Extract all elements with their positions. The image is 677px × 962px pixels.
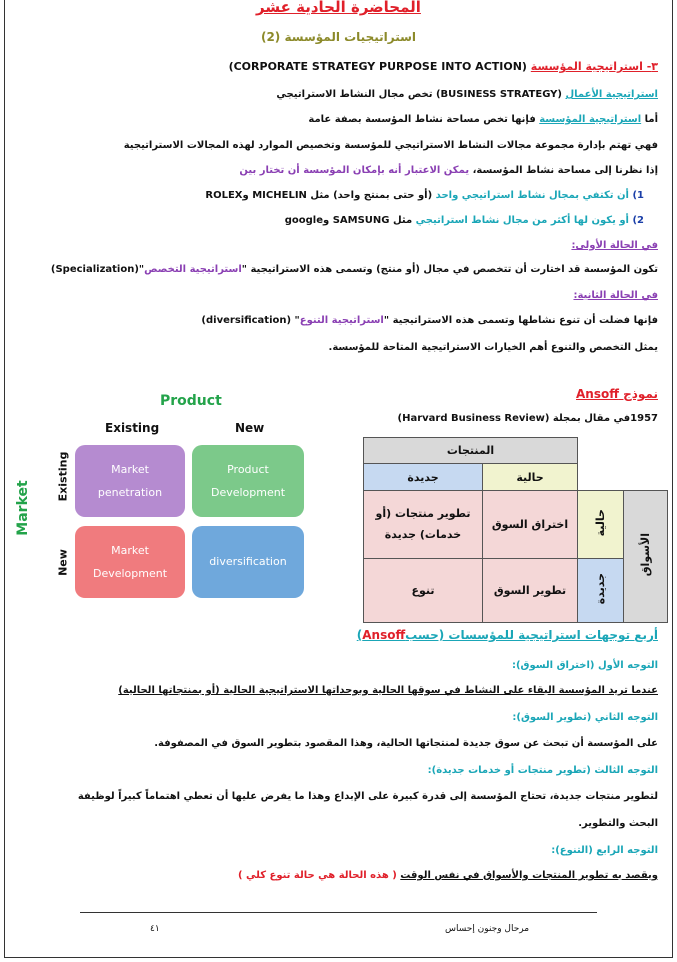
markets-header: الأسواق xyxy=(623,491,667,623)
row-existing-label: Existing xyxy=(56,451,70,502)
cell-market-development: Market Development xyxy=(75,526,185,598)
orientation-3-text: لتطوير منتجات جديدة، تحتاج المؤسسة إلى قدرة كبيرة على الإبداع وهذا ما يفرض عليها أن تعطي اهتماماً كبيراً لوظيفة xyxy=(77,791,658,802)
corporate-strategy-line: أما استراتيجية المؤسسة فإنها تخص مساحة نشاط المؤسسة بصفة عامة xyxy=(308,114,658,125)
orientation-4-text: ويقصد به تطوير المنتجات والأسواق في نفس الوقت ( هذه الحالة هي حالة تنوع كلي ) xyxy=(237,870,658,881)
orientation-2-text: على المؤسسة أن تبحث عن سوق جديدة لمنتجاتها الحالية، وهذا المقصود بتطوير السوق في المصفوفة. xyxy=(154,738,658,749)
row-current: حالية xyxy=(578,491,624,559)
orientation-4-title: التوجه الرابع (التنوع): xyxy=(551,845,658,856)
row-new-label: New xyxy=(56,549,70,576)
cell-market-dev-ar: تطوير السوق xyxy=(483,559,578,623)
section-heading: ٣- استراتيجية المؤسسة (CORPORATE STRATEGY PURPOSE INTO ACTION) xyxy=(228,60,658,73)
col-current: حالية xyxy=(483,464,578,491)
summary-line: يمثل التخصص والتنوع أهم الخيارات الاستراتيجية المتاحة للمؤسسة. xyxy=(328,342,658,353)
orientation-1-title: التوجه الأول (اختراق السوق): xyxy=(511,660,658,671)
orientation-3-text-cont: البحث والتطوير. xyxy=(578,818,658,829)
business-strategy-line: استراتيجية الأعمال (BUSINESS STRATEGY) تخص مجال النشاط الاستراتيجي xyxy=(276,89,658,100)
page-number: ٤١ xyxy=(150,924,160,934)
option-1: 1) أن تكتفي بمجال نشاط استراتيجي واحد (أو حتى بمنتج واحد) مثل MICHELIN وROLEX xyxy=(205,190,644,201)
lecture-title: المحاضرة الحادية عشر xyxy=(256,0,421,16)
ansoff-arabic-table xyxy=(363,437,668,623)
case-1-label: في الحالة الأولى: xyxy=(571,240,658,251)
orientation-1-text: عندما تريد المؤسسة البقاء على النشاط في سوقها الحالية وبوحداتها الاستراتيجية الحالية (أو بمنتجاتها الحالية) xyxy=(118,685,658,696)
case-2-label: في الحالة الثانية: xyxy=(573,290,658,301)
ansoff-source: 1957في مقال بمجلة (Harvard Business Review) xyxy=(397,413,658,424)
case-2-text: فإنها فضلت أن تنوع نشاطها وتسمى هذه الاستراتيجية "استراتيجية التنوع" (diversification) xyxy=(201,315,658,326)
product-axis-label: Product xyxy=(160,393,222,409)
lecture-subtitle: استراتيجيات المؤسسة (2) xyxy=(260,30,417,44)
col-existing-label: Existing xyxy=(105,421,160,435)
col-new-label: New xyxy=(235,421,265,435)
footer-rule xyxy=(80,912,597,913)
col-new: جديدة xyxy=(364,464,483,491)
orientation-3-title: التوجه الثالث (تطوير منتجات أو خدمات جديدة): xyxy=(427,765,658,776)
option-2: 2) أو يكون لها أكثر من مجال نشاط استراتيجي مثل SAMSUNG وgoogle xyxy=(284,215,644,226)
orientations-heading: أربع توجهات استراتيجية للمؤسسات (حسبAnsoff) xyxy=(356,628,658,642)
products-header: المنتجات xyxy=(364,438,578,464)
orientation-2-title: التوجه الثاني (تطوير السوق): xyxy=(512,712,658,723)
row-new: جديدة xyxy=(578,559,624,623)
choice-intro-line: إذا نظرنا إلى مساحة نشاط المؤسسة، يمكن الاعتبار أنه بإمكان المؤسسة أن تختار بين xyxy=(239,165,658,176)
case-1-text: تكون المؤسسة قد اختارت أن تتخصص في مجال (أو منتج) وتسمى هذه الاستراتيجية "استراتيجية التخصص"(Specialization) xyxy=(50,264,658,275)
ansoff-heading: نموذج Ansoff xyxy=(576,387,658,401)
cell-market-penetration: Market penetration xyxy=(75,445,185,517)
footer-author: مرحال وجنون إحساس xyxy=(445,924,530,934)
cell-diversification-ar: تنوع xyxy=(364,559,483,623)
management-line: فهي تهتم بإدارة مجموعة مجالات النشاط الاستراتيجي للمؤسسة وتخصيص الموارد لهذه المجالات الاستراتيجية xyxy=(123,140,658,151)
market-axis-label: Market xyxy=(15,480,31,536)
cell-diversification: diversification xyxy=(192,526,304,598)
cell-penetration-ar: اختراق السوق xyxy=(483,491,578,559)
cell-product-development: Product Development xyxy=(192,445,304,517)
document-page xyxy=(4,0,673,958)
cell-product-dev-ar: تطوير منتجات (أو خدمات) جديدة xyxy=(364,491,483,559)
